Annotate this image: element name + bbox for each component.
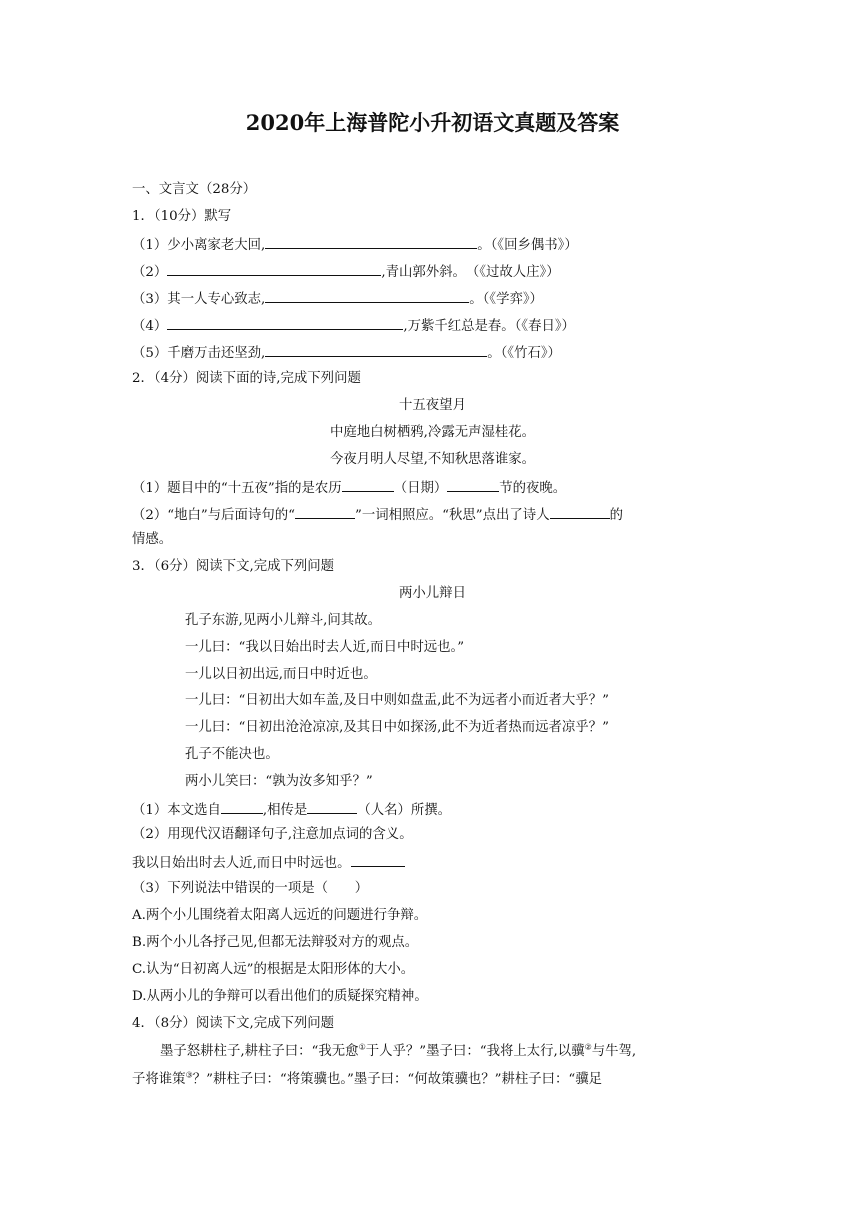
- q1-item-4-blank: [167, 316, 403, 330]
- q1-item-1: [132, 235, 578, 253]
- q1-item-1-blank: [265, 235, 477, 249]
- q1-item-4-pre: （4）: [132, 319, 168, 334]
- q4-text: 与牛驾,: [591, 1044, 637, 1059]
- question-1-heading: 1．（10分）默写: [132, 209, 232, 224]
- q3-sub-1-blank-1: [221, 800, 263, 814]
- q1-item-5: [132, 343, 561, 361]
- q1-item-1-post: 。（《回乡偶书》）: [477, 238, 578, 253]
- option-b: B.两个小儿各抒己见,但都无法辩驳对方的观点。: [132, 935, 419, 950]
- q1-item-5-blank: [265, 343, 487, 357]
- q2-sub-2-blank-1: [295, 505, 355, 519]
- q3-sub-2-sentence-text: 我以日始出时去人近,而日中时远也。: [132, 856, 351, 871]
- footnote-marker: ②: [584, 1042, 592, 1052]
- q1-item-2-blank: [167, 262, 381, 276]
- option-d: D.从两小儿的争辩可以看出他们的质疑探究精神。: [132, 989, 428, 1004]
- q3-sub-1-blank-2: [307, 800, 357, 814]
- text-title: 两小儿辩日: [399, 586, 466, 601]
- q4-passage-line-1: [160, 1043, 636, 1061]
- question-2-heading: 2．（4分）阅读下面的诗,完成下列问题: [132, 371, 361, 386]
- q4-text: 于人乎？”墨子曰：“我将上太行,以骥: [365, 1044, 585, 1059]
- q2-sub-2-blank-2: [550, 505, 610, 519]
- q2-sub-2-continued: 情感。: [132, 532, 173, 547]
- q1-item-2-post: ,青山郭外斜。 （《过故人庄》）: [381, 265, 560, 280]
- passage-paragraph: 一儿曰：“日初出沧沧凉凉,及其日中如探汤,此不为近者热而远者凉乎？”: [185, 720, 609, 735]
- q3-sub-1: [132, 800, 451, 818]
- footnote-marker: ③: [185, 1070, 193, 1080]
- q2-sub-2-text-c: 的: [609, 508, 623, 523]
- passage-paragraph: 一儿以日初出远,而日中时近也。: [185, 667, 377, 682]
- page-title: 2020年上海普陀小升初语文真题及答案: [245, 110, 620, 135]
- q1-item-5-post: 。（《竹石》）: [487, 346, 561, 361]
- q1-item-2: [132, 262, 560, 280]
- passage-paragraph: 孔子不能决也。: [185, 747, 279, 762]
- q2-sub-1-text-c: 节的夜晚。: [499, 481, 567, 496]
- q2-sub-1-blank-2: [447, 478, 499, 492]
- option-c: C.认为“日初离人远”的根据是太阳形体的大小。: [132, 962, 415, 977]
- q4-passage-line-2: [132, 1071, 602, 1089]
- poem-title: 十五夜望月: [399, 398, 466, 413]
- passage-paragraph: 孔子东游,见两小儿辩斗,问其故。: [185, 613, 381, 628]
- q1-item-3-post: 。（《学弈》）: [469, 292, 543, 307]
- q3-sub-2-sentence: [132, 853, 405, 871]
- poem-line-2: 今夜月明人尽望,不知秋思落谁家。: [329, 452, 536, 467]
- q2-sub-2: [132, 505, 623, 523]
- q1-item-3-blank: [265, 289, 469, 303]
- q3-sub-1-text-c: （人名）所撰。: [357, 803, 452, 818]
- footnote-marker: ①: [358, 1042, 366, 1052]
- q1-item-4: [132, 316, 575, 334]
- passage-paragraph: 一儿曰：“我以日始出时去人近,而日中时远也。”: [185, 640, 465, 655]
- q1-item-2-pre: （2）: [132, 265, 168, 280]
- question-3-heading: 3．（6分）阅读下文,完成下列问题: [132, 559, 335, 574]
- q1-item-5-pre: （5）千磨万击还坚劲,: [132, 346, 266, 361]
- q1-item-4-post: ,万紫千红总是春。（《春日》）: [403, 319, 575, 334]
- q3-sub-2-blank: [351, 853, 405, 867]
- q2-sub-2-text-b: ”一词相照应。“秋思”点出了诗人: [354, 508, 550, 523]
- q4-text: 墨子怒耕柱子,耕柱子曰：“我无愈: [160, 1044, 359, 1059]
- option-a: A.两个小儿围绕着太阳离人远近的问题进行争辩。: [132, 908, 428, 923]
- question-4-heading: 4．（8分）阅读下文,完成下列问题: [132, 1016, 335, 1031]
- passage-paragraph: 两小儿笑曰：“孰为汝多知乎？”: [185, 774, 373, 789]
- q2-sub-1: [132, 478, 566, 496]
- q3-sub-1-text-a: （1）本文选自: [132, 803, 221, 818]
- q2-sub-1-text-a: （1）题目中的“十五夜”指的是农历: [132, 481, 342, 496]
- section-heading: 一、文言文（28分）: [132, 182, 257, 197]
- q2-sub-1-text-b: （日期）: [393, 481, 448, 496]
- passage-paragraph: 一儿曰：“日初出大如车盖,及日中则如盘盂,此不为远者小而近者大乎？”: [185, 693, 609, 708]
- q3-sub-3: （3）下列说法中错误的一项是（ ）: [132, 881, 369, 896]
- q3-sub-2: （2）用现代汉语翻译句子,注意加点词的含义。: [132, 827, 413, 842]
- poem-line-1: 中庭地白树栖鸦,冷露无声湿桂花。: [329, 425, 536, 440]
- q1-item-3: [132, 289, 543, 307]
- q1-item-1-pre: （1）少小离家老大回,: [132, 238, 266, 253]
- q1-item-3-pre: （3）其一人专心致志,: [132, 292, 266, 307]
- q2-sub-1-blank-1: [342, 478, 394, 492]
- q4-text: ？”耕柱子曰：“将策骥也。”墨子曰：“何故策骥也？”耕柱子曰：“骥足: [192, 1072, 603, 1087]
- q2-sub-2-text-a: （2）“地白”与后面诗句的“: [132, 508, 295, 523]
- q4-text: 子将谁策: [132, 1072, 186, 1087]
- q3-sub-1-text-b: ,相传是: [262, 803, 308, 818]
